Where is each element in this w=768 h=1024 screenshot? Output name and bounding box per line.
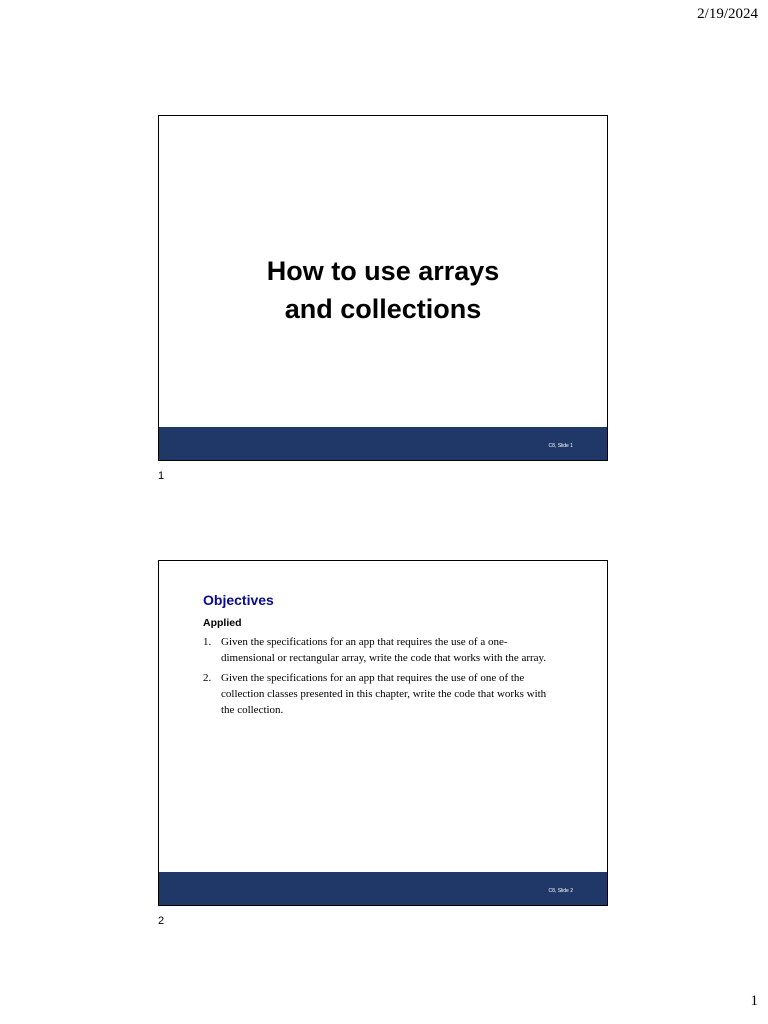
list-item bbox=[203, 634, 553, 666]
slide-footer-text: C8, Slide 2 bbox=[548, 888, 573, 894]
page-number: 1 bbox=[750, 993, 758, 1009]
slide-footer-bar bbox=[159, 872, 607, 905]
slide-footer-bar bbox=[159, 427, 607, 460]
slide-title bbox=[159, 252, 607, 328]
list-item-text: Given the specifications for an app that requires the use of one of the collection classes presented in this chapter, write the code that works with the collection. bbox=[221, 672, 547, 716]
objectives-list bbox=[203, 634, 553, 722]
slide-subheading: Applied bbox=[203, 617, 242, 629]
slide-title-line: and collections bbox=[284, 294, 482, 324]
slide-label: 1 bbox=[158, 470, 165, 482]
list-item-number: 1. bbox=[203, 636, 212, 648]
slide-title-line: How to use arrays bbox=[266, 256, 500, 286]
page-date: 2/19/2024 bbox=[697, 6, 758, 22]
list-item-text: Given the specifications for an app that requires the use of a one-dimensional or rectangular array, write the code that works with the array. bbox=[221, 636, 547, 664]
list-item bbox=[203, 670, 553, 718]
slide-thumbnail-2 bbox=[158, 560, 608, 906]
list-item-number: 2. bbox=[203, 672, 212, 684]
slide-heading: Objectives bbox=[203, 592, 274, 608]
slide-footer-text: C8, Slide 1 bbox=[548, 443, 573, 449]
slide-thumbnail-1 bbox=[158, 115, 608, 461]
slide-label: 2 bbox=[158, 915, 165, 927]
